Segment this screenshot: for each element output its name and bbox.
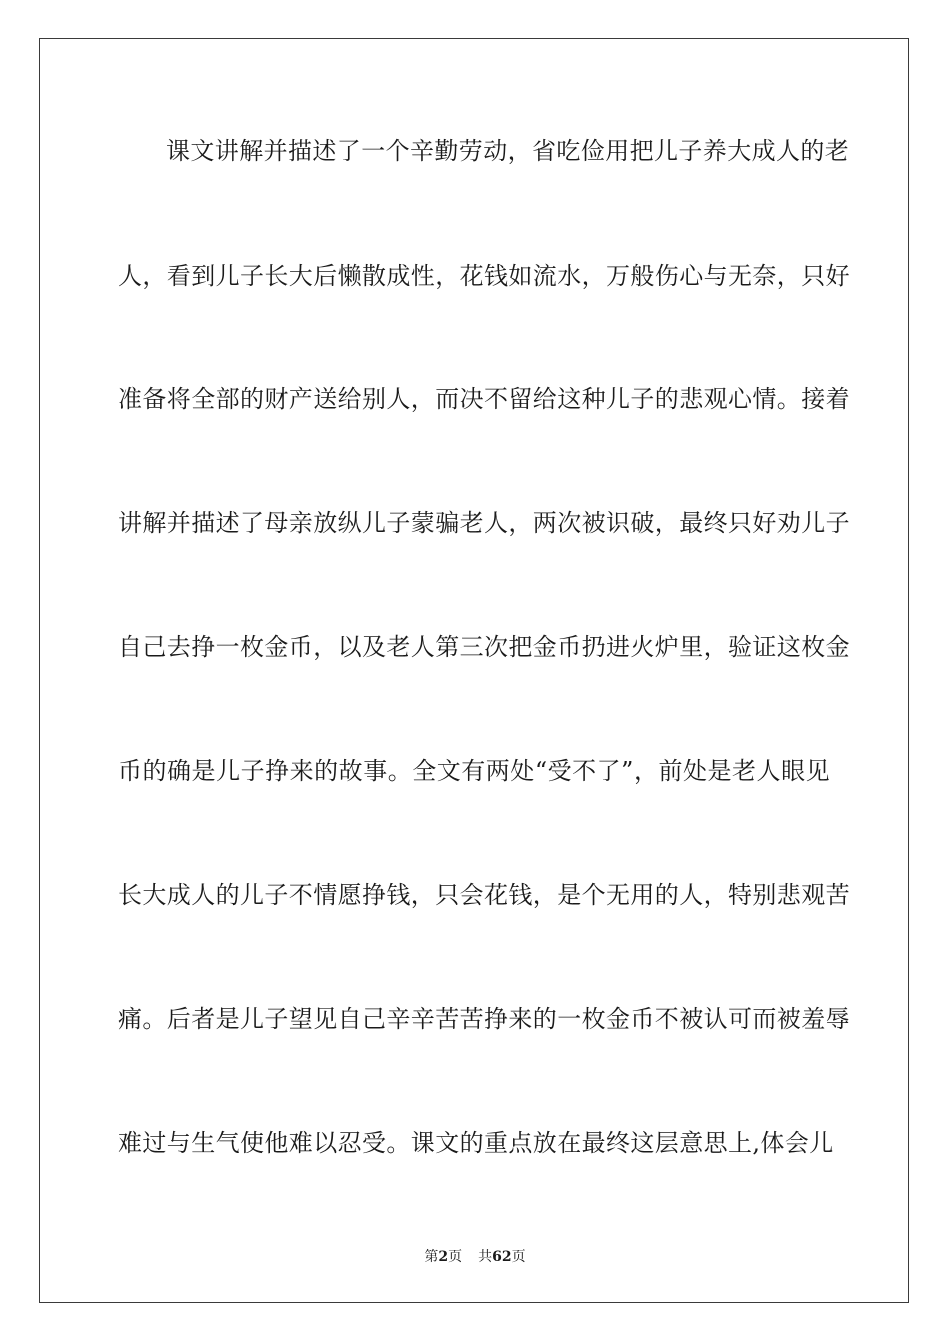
paragraph-line-5: 自己去挣一枚金币，以及老人第三次把金币扔进火炉里，验证这枚金 [118, 633, 850, 661]
page-suffix: 页 [448, 1249, 463, 1265]
total-prefix: 共 [478, 1249, 493, 1265]
total-pages: 62 [492, 1249, 512, 1265]
page-prefix: 第 [424, 1249, 439, 1265]
paragraph-line-8: 痛。后者是儿子望见自己辛辛苦苦挣来的一枚金币不被认可而被羞辱 [118, 1005, 850, 1033]
page-border [39, 38, 909, 1303]
paragraph-line-7: 长大成人的儿子不情愿挣钱，只会花钱，是个无用的人，特别悲观苦 [118, 881, 850, 909]
paragraph-line-6: 币的确是儿子挣来的故事。全文有两处“受不了”，前处是老人眼见 [118, 757, 830, 785]
page-footer [0, 1247, 950, 1267]
paragraph-line-9: 难过与生气使他难以忍受。课文的重点放在最终这层意思上,体会儿 [118, 1129, 834, 1157]
paragraph-line-1: 课文讲解并描述了一个辛勤劳动，省吃俭用把儿子养大成人的老 [166, 137, 850, 165]
paragraph-line-2: 人，看到儿子长大后懒散成性，花钱如流水，万般伤心与无奈，只好 [118, 262, 850, 290]
paragraph-line-4: 讲解并描述了母亲放纵儿子蒙骗老人，两次被识破，最终只好劝儿子 [118, 509, 850, 537]
total-suffix: 页 [511, 1249, 526, 1265]
page-number: 2 [438, 1249, 449, 1265]
paragraph-line-3: 准备将全部的财产送给别人，而决不留给这种儿子的悲观心情。接着 [118, 385, 850, 413]
